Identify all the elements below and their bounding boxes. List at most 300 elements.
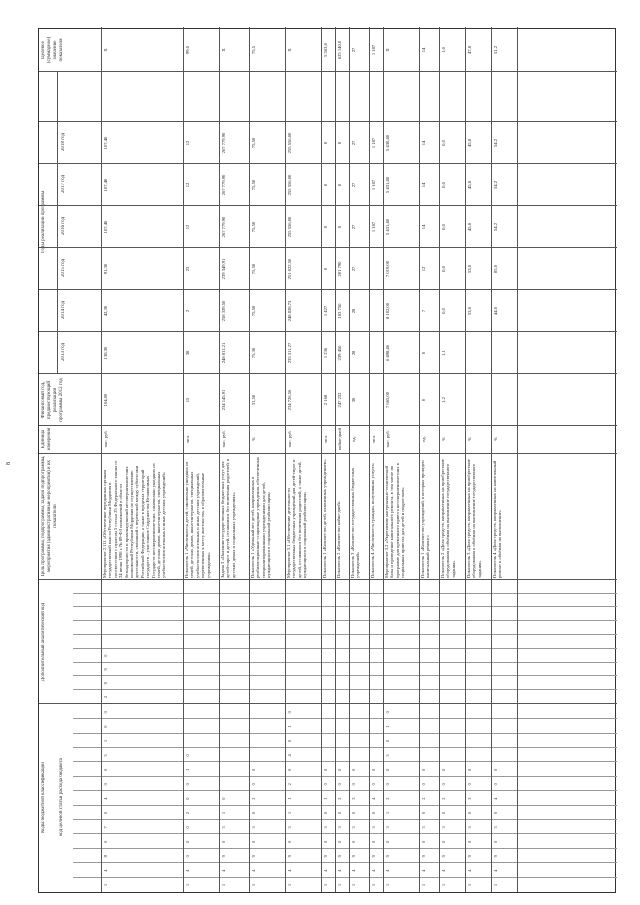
code-digit: 9 [103,682,108,685]
header-goals: Цель программы, подпрограммы, задачи подпрограммы, мероприятия (административные мероприятия) и их показатели [41,455,58,577]
code-digit: 4 [441,869,446,872]
row-year-value: 14 [421,182,426,188]
code-digit: 0 [103,654,108,657]
year-header: 2013 год [61,342,66,362]
code-digit: 3 [351,826,356,829]
row-unit: % [251,437,256,441]
code-digit: 4 [467,869,472,872]
code-digit: 0 [323,840,328,843]
code-digit: 9 [351,855,356,858]
row-divider [517,27,518,892]
code-digit: 3 [371,826,376,829]
code-digit: 1 [385,811,390,815]
row-year-value: 239 450 [337,345,342,361]
year-header: 2017 год [61,174,66,194]
row-year-value: 75,50 [251,137,256,149]
row-year-value: 27 [351,182,356,188]
code-digit: 3 [467,826,472,829]
row-base-value: 15 [185,397,190,403]
row-final-value: 14 [421,47,426,53]
row-year-value: 1 187 [371,179,376,191]
row-year-value: 258 339,50 [221,300,226,322]
code-digit: 0 [467,783,472,786]
row-year-value: 45,8 [467,138,472,148]
analytic-subcolumn-divider [73,593,617,594]
code-digit: 4 [337,869,342,872]
row-year-value: 2 [185,309,190,313]
code-subcolumn-divider [73,733,617,734]
code-digit: 0 [441,783,446,786]
row-base-value: 104,00 [103,393,108,407]
code-digit: 1 [467,883,472,887]
code-digit: 0 [185,826,190,829]
row-final-value: Х [287,48,292,52]
code-subcolumn-divider [73,877,617,878]
column-divider [39,71,617,72]
code-digit: 4 [185,869,190,872]
row-year-value: 248 811,21 [221,342,226,364]
code-digit: 1 [221,811,226,815]
code-digit: 3 [323,826,328,829]
row-description: Мероприятие 2.111 «Обеспечение переданных органам государственной власти Республики Мордовия в соответствии с пунктом 5 статьи 25 Федерального закона от 24 июня 1998 г. № 89-ФЗ полномочий в области безнадзорности и правонарушений несовершеннолетних полномочий Республики Мордовия по осуществлению деятельности, связанной с перевозкой между субъектами Российской Федерации, а также в пределах территорий государств – участников Содружества Независимых Государств несовершеннолетних, самовольно ушедших из семей, детских домов, школ-интернатов, специальных учебно-воспитательных и иных детских учреждений» [102,460,167,578]
row-unit: койко-дней [337,428,342,450]
column-divider [39,247,617,248]
code-subcolumn-divider [73,848,617,849]
code-digit: 1 [287,797,292,800]
code-digit: 0 [421,840,426,843]
row-base-value: 31,50 [251,394,256,406]
code-digit: 0 [493,840,498,843]
row-year-value: 45,8 [467,222,472,232]
code-digit: 0 [421,783,426,786]
year-header: 2015 год [61,258,66,278]
code-digit: 1 [371,883,376,887]
row-year-value: 0,0 [441,182,446,188]
code-digit: 3 [385,826,390,829]
code-digit: 0 [221,840,226,843]
code-digit: 3 [251,826,256,829]
code-digit: 0 [251,840,256,843]
analytic-subcolumn-divider [73,662,617,663]
code-digit: 1 [185,768,190,771]
row-final-value: Х [103,48,108,52]
row-unit: ед. [421,436,426,442]
code-digit: 4 [385,869,390,872]
row-base-value: 0 [421,398,426,402]
code-digit: 1 [221,883,226,887]
year-header: 2016 год [61,216,66,236]
code-digit: 0 [441,840,446,843]
analytic-subcolumn-divider [73,675,617,676]
row-description: Показатель 1 «Количество детей, охваченных учреждением» [322,459,327,578]
code-digit: 2 [287,783,292,786]
code-digit: 0 [421,768,426,771]
code-digit: 0 [371,783,376,786]
code-digit: 0 [337,840,342,843]
year-header: 2014 год [61,300,66,320]
code-digit: 1 [323,797,328,800]
code-digit: 9 [337,855,342,858]
row-description: Показатель 1 «Количество учреждений, в которых проведен капитальный ремонт» [420,460,431,578]
code-digit: 0 [323,768,328,771]
code-subcolumn-divider [73,790,617,791]
code-digit: 1 [287,725,292,728]
code-digit: 0 [323,783,328,786]
code-digit: 1 [287,811,292,815]
row-description: Мероприятие 3.1 «Обеспечение деятельности государственных бюджетных учреждений для детей-сирот и детей, оставшихся без попечения родителей, а также детей, нуждающихся в социальной реабилитации» [286,459,308,578]
code-digit: 3 [493,826,498,829]
row-year-value: 183 750 [337,303,342,319]
code-digit: 1 [337,883,342,887]
analytic-subcolumn-divider [73,620,617,621]
analytic-subcolumn-divider [73,648,617,649]
row-year-value: 5 430,40 [385,134,390,152]
code-digit: 0 [385,768,390,771]
code-digit: 1 [385,725,390,728]
row-year-value: 85,0 [493,264,498,274]
code-digit: 1 [421,883,426,887]
row-description: Показатель 4 «Численность граждан, получивших услуги» [370,462,375,578]
row-year-value: 12 [421,266,426,272]
row-base-value: 234 145,91 [221,389,226,411]
row-year-value: 53,0 [467,306,472,316]
code-digit: 9 [251,855,256,858]
code-digit: 0 [103,768,108,771]
code-digit: 3 [467,797,472,800]
row-final-value: 5 563,0 [323,43,328,57]
code-digit: 4 [493,869,498,872]
row-unit: тыс. руб. [385,430,390,448]
row-unit: тыс. руб. [221,430,226,448]
code-subcolumn-divider [73,776,617,777]
row-year-value: 23 [185,266,190,272]
code-digit: 4 [371,869,376,872]
row-base-value: 1,2 [441,397,446,403]
row-year-value: 6 498,46 [385,344,390,362]
row-base-value: 247 232 [337,392,342,408]
row-year-value: 44,0 [493,306,498,316]
code-digit: 0 [441,768,446,771]
row-year-value: 54,2 [493,138,498,148]
row-year-value: 1,1 [441,350,446,356]
row-year-value: 5 431,40 [385,218,390,236]
row-description: Показатель 3 «Доля средств, направленных на приобретение оборудования к объёмам на выполнение государственного задания» [466,459,482,578]
row-year-value: 251 022,50 [287,258,292,280]
row-final-value: 27 [351,47,356,53]
column-divider [39,703,617,704]
row-year-value: 54,2 [493,222,498,232]
program-table [38,28,616,893]
row-year-value: 267 779,90 [221,174,226,196]
row-final-value: 99,0 [185,45,190,55]
code-digit: 2 [185,811,190,815]
row-unit: % [467,437,472,441]
row-base-value: 7 665,00 [385,391,390,409]
code-digit: 2 [251,797,256,800]
code-subcolumn-divider [73,833,617,834]
row-year-value: 0 [323,225,328,229]
row-final-value: 75,5 [251,45,256,55]
code-digit: 1 [251,883,256,887]
code-digit: 0 [441,811,446,815]
column-divider [39,331,617,332]
code-digit: 0 [385,783,390,786]
row-year-value: 42,30 [103,305,108,317]
code-digit: 0 [467,768,472,771]
row-year-value: 1 427 [323,305,328,317]
code-digit: 0 [185,754,190,757]
code-digit: 1 [351,883,356,887]
row-final-value: Х [385,48,390,52]
code-digit: 9 [287,855,292,858]
row-year-value: 12 [185,224,190,230]
row-year-value: 53,0 [467,264,472,274]
analytic-subcolumn-divider [73,689,617,690]
row-year-value: 0,0 [441,266,446,272]
code-digit: 4 [221,869,226,872]
row-unit: ед. [351,436,356,442]
row-unit: чел. [371,435,376,443]
column-divider [39,579,617,580]
code-digit: 8 [103,855,108,858]
row-year-value: 255 556,00 [287,174,292,196]
code-digit: 9 [103,668,108,671]
header-unit: Единица измерения [41,427,52,451]
code-digit: 9 [385,855,390,858]
code-digit: 0 [467,811,472,815]
code-digit: 0 [251,768,256,771]
row-base-value: 30 [351,397,356,403]
row-year-value: 75,50 [251,305,256,317]
code-digit: 1 [441,883,446,887]
header-budget-sub: код целевой статьи расхода бюджета [59,758,64,836]
row-year-value: 255 556,00 [287,216,292,238]
row-description: Показатель 3 «Количество государственных бюджетных учреждений» [350,467,361,578]
code-digit: 0 [185,783,190,786]
row-year-value: 255 556,00 [287,132,292,154]
code-digit: 9 [323,855,328,858]
code-subcolumn-divider [73,819,617,820]
code-digit: 0 [351,840,356,843]
code-subcolumn-divider [73,862,617,863]
code-digit: 0 [103,811,108,815]
code-digit: 4 [103,797,108,800]
code-digit: 4 [251,869,256,872]
row-year-value: 91,30 [103,263,108,275]
row-year-value: 0 [323,267,328,271]
row-year-value: 45,8 [467,180,472,190]
code-digit: 4 [493,797,498,800]
row-year-value: 248 828,73 [287,300,292,322]
code-digit: 0 [287,840,292,843]
row-year-value: 7 019,00 [385,260,390,278]
code-digit: 9 [421,855,426,858]
code-digit: 0 [185,855,190,858]
code-digit: 5 [385,754,390,757]
row-year-value: 267 779,90 [221,132,226,154]
row-year-value: 75,50 [251,179,256,191]
code-digit: 0 [323,811,328,815]
code-digit: 0 [385,840,390,843]
row-year-value: 138,30 [103,346,108,360]
row-year-value: 0,0 [441,308,446,314]
code-digit: 0 [185,840,190,843]
code-digit: 0 [371,768,376,771]
code-digit: 2 [385,797,390,800]
code-digit: 0 [337,811,342,815]
header-budget-class: Коды бюджетной классификации [41,762,46,833]
code-digit: 1 [493,883,498,887]
column-divider [39,373,617,374]
header-base-year: Финансовый год, предшествующий реализации программы 2012 год [41,378,64,422]
code-digit: 7 [103,826,108,829]
analytic-subcolumn-divider [73,634,617,635]
row-description: Показатель 2 «Доля средств, направленных на приобретение оборудования к объёмам на выполнение государственного задания» [440,459,456,578]
row-year-value: 0 [421,351,426,355]
code-digit: 3 [287,826,292,829]
row-final-value: 51,2 [493,45,498,55]
code-digit: 0 [385,739,390,743]
row-year-value: 0 [337,225,342,229]
row-year-value: 0 [323,141,328,145]
row-year-value: 107,40 [103,178,108,192]
row-year-value: 12 [185,140,190,146]
row-final-value: 625 140,0 [337,40,342,60]
row-year-value: 0 [337,183,342,187]
code-digit: 4 [103,869,108,872]
code-digit: 1 [185,883,190,887]
row-final-value: Х [221,48,226,52]
header-analytic-code: Дополнительный аналитический код [41,602,46,682]
code-digit: 3 [441,826,446,829]
row-final-value: 1 187 [371,44,376,56]
code-digit: 4 [287,754,292,757]
row-year-value: 235 311,27 [287,342,292,364]
row-year-value: 14 [421,224,426,230]
row-year-value: 0 [323,183,328,187]
row-base-value: 2 168 [323,394,328,406]
code-digit: 9 [493,855,498,858]
code-digit: 3 [337,826,342,829]
row-year-value: 14 [421,140,426,146]
row-year-value: 28 [351,308,356,314]
row-year-value: 107,40 [103,136,108,150]
code-subcolumn-divider [73,761,617,762]
code-digit: 0 [493,783,498,786]
row-year-value: 5 431,40 [385,176,390,194]
row-year-value: 1 187 [371,221,376,233]
row-base-value: 234 726,56 [287,389,292,411]
row-year-value: 239 349,91 [221,258,226,280]
code-subcolumn-divider [73,718,617,719]
header-final-value: Целевое (суммарное) значение показателя [41,36,64,64]
row-description: Показатель 1 «Удельный вес детей, направленных в реабилитационные стационарные учреждения, обеспеченных специализированными учреждениями для детей, нуждающихся в социальной реабилитации» [250,457,272,578]
code-digit: 3 [221,826,226,829]
code-digit: 0 [351,768,356,771]
row-unit: % [493,437,498,441]
code-digit: 0 [103,840,108,843]
row-description: Показатель 1 «Численность детей, самовольно ушедших из семей, детских домов, школ-интернатов, специальных учебно-воспитательных и иных детских учреждений, перевезенных к месту жительства, в образовательные учреждения» [184,461,211,578]
code-digit: 5 [103,754,108,757]
code-digit: 2 [103,695,108,699]
code-digit: 0 [251,811,256,815]
row-year-value: 54,2 [493,180,498,190]
code-digit: 1 [287,883,292,887]
code-digit: 0 [371,840,376,843]
code-digit: 9 [371,855,376,858]
row-description: Показатель 4 «Доля средств, направленных на капитальный ремонт к объёмам на выполнение» [492,460,503,578]
row-description: Показатель 2 «Количество койко-дней» [336,501,341,578]
row-year-value: 1 236 [323,347,328,359]
row-year-value: 8 102,00 [385,302,390,320]
code-digit: 0 [287,768,292,771]
row-unit: чел. [323,435,328,443]
code-digit: 4 [287,869,292,872]
row-final-value: 1,0 [441,47,446,53]
code-digit: 1 [323,883,328,887]
row-description: Мероприятие 3.2 «Укрепление материально-технической базы и проведение капитального ремонта, в том числе по программе для временного приюта несовершеннолетних в социальных приютах для детей и подростков» [384,463,406,578]
code-digit: 4 [351,869,356,872]
code-digit: 0 [103,725,108,728]
code-digit: 0 [467,840,472,843]
row-unit: тыс. руб. [287,430,292,448]
row-year-value: 0 [337,141,342,145]
row-year-value: 107,40 [103,220,108,234]
row-unit: % [441,437,446,441]
row-final-value: 47,8 [467,45,472,55]
row-year-value: 38 [185,350,190,356]
code-digit: 0 [371,811,376,815]
code-digit: 9 [441,855,446,858]
code-digit: 0 [221,797,226,800]
code-digit: 0 [287,711,292,714]
column-divider [39,205,617,206]
code-digit: 2 [337,797,342,800]
column-divider [39,289,617,290]
row-year-value: 75,30 [251,347,256,359]
row-year-value: 1 187 [371,137,376,149]
code-digit: 0 [185,797,190,800]
code-digit: 0 [251,783,256,786]
code-digit: 0 [351,811,356,815]
row-unit: чел. [185,435,190,443]
code-subcolumn-divider [73,805,617,806]
code-digit: 0 [103,711,108,714]
code-digit: 0 [493,811,498,815]
column-divider [39,453,617,454]
code-digit: 3 [351,797,356,800]
column-divider [39,163,617,164]
row-year-value: 27 [351,266,356,272]
code-digit: 4 [421,869,426,872]
row-description: Задача 3 «Оказание государственных бюджетных услуг для детей-сирот и детей, оставшихся без попечения родителей, в детских домах и социальных учреждениях» [220,458,236,578]
code-digit: 4 [371,797,376,800]
code-digit: 0 [493,768,498,771]
column-divider [39,121,617,122]
code-digit: 0 [287,739,292,743]
row-year-value: 28 [351,350,356,356]
code-digit: 0 [385,711,390,714]
code-digit: 0 [103,783,108,786]
row-year-value: 75,50 [251,221,256,233]
code-digit: 2 [421,797,426,800]
code-digit: 0 [421,811,426,815]
code-digit: 1 [103,739,108,743]
row-year-value: 12 [185,182,190,188]
code-digit: 3 [421,826,426,829]
year-header: 2018 год [61,132,66,152]
row-year-value: 0,0 [441,140,446,146]
